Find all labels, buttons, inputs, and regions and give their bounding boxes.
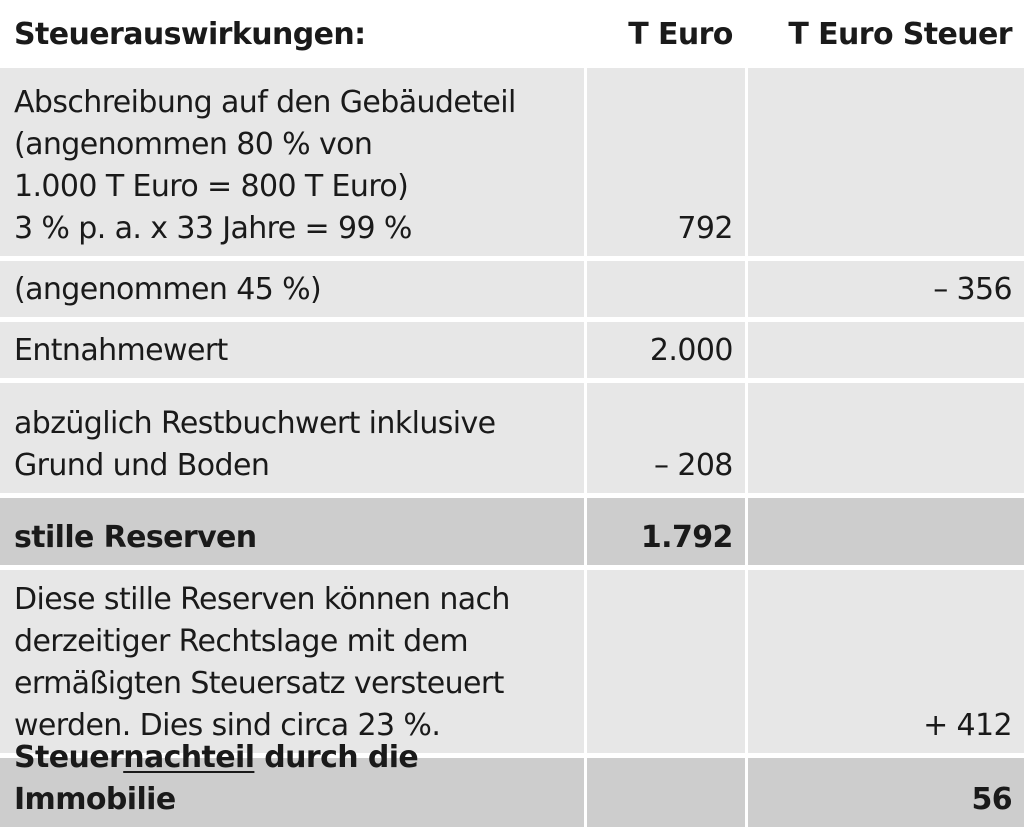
header-cell-title bbox=[0, 0, 584, 64]
row-teuro-value: 2.000 bbox=[649, 333, 733, 368]
row-steuer-cell bbox=[748, 383, 1024, 493]
row-label: Entnahmewert bbox=[14, 333, 228, 368]
total-teuro-cell bbox=[587, 758, 745, 827]
row-label: abzüglich Restbuchwert inklusive Grund und Boden bbox=[14, 406, 496, 483]
header-teuro: T Euro bbox=[628, 17, 733, 52]
total-label-suffix: durch die Immobilie bbox=[14, 740, 419, 817]
table-row bbox=[0, 570, 1024, 753]
row-teuro-cell bbox=[587, 498, 745, 565]
row-label-cell bbox=[0, 498, 584, 565]
row-label-cell bbox=[0, 322, 584, 378]
row-label-cell bbox=[0, 383, 584, 493]
row-label: Diese stille Reserven können nach derzeitiger Rechtslage mit dem ermäßigten Steuersatz versteuert werden. Dies sind circa 23 %. bbox=[14, 582, 510, 743]
row-label-cell bbox=[0, 68, 584, 256]
header-cell-teuro bbox=[587, 0, 745, 64]
row-teuro-cell bbox=[587, 570, 745, 753]
total-label-prefix: Steuer bbox=[14, 740, 124, 775]
row-steuer-value: – 356 bbox=[933, 272, 1012, 307]
table-row-subtotal bbox=[0, 498, 1024, 565]
row-teuro-cell bbox=[587, 383, 745, 493]
row-teuro-value: 792 bbox=[677, 211, 733, 246]
total-label-cell bbox=[0, 740, 584, 827]
table-row bbox=[0, 383, 1024, 493]
row-teuro-value: 1.792 bbox=[640, 520, 733, 555]
header-title: Steuerauswirkungen: bbox=[14, 17, 366, 52]
table-row bbox=[0, 261, 1024, 317]
row-steuer-cell bbox=[748, 322, 1024, 378]
total-label-underlined: nachteil bbox=[123, 740, 255, 775]
table-row bbox=[0, 68, 1024, 256]
table-row-total bbox=[0, 740, 1024, 827]
row-teuro-value: – 208 bbox=[654, 448, 733, 483]
total-steuer-cell bbox=[748, 758, 1024, 827]
row-teuro-cell bbox=[587, 68, 745, 256]
row-label: stille Reserven bbox=[14, 520, 257, 555]
row-label-cell bbox=[0, 261, 584, 317]
row-teuro-cell bbox=[587, 261, 745, 317]
row-teuro-cell bbox=[587, 322, 745, 378]
row-steuer-cell bbox=[748, 498, 1024, 565]
row-label-cell bbox=[0, 570, 584, 753]
header-steuer: T Euro Steuer bbox=[788, 17, 1012, 52]
table-row bbox=[0, 322, 1024, 378]
table-header bbox=[0, 0, 1024, 64]
row-steuer-cell bbox=[748, 68, 1024, 256]
row-label: (angenommen 45 %) bbox=[14, 272, 322, 307]
row-steuer-value: + 412 bbox=[923, 708, 1012, 743]
row-label: Abschreibung auf den Gebäudeteil (angenommen 80 % von 1.000 T Euro = 800 T Euro) 3 % p. a. x 33 Jahre = 99 % bbox=[14, 85, 516, 246]
header-cell-steuer bbox=[748, 0, 1024, 64]
total-label bbox=[14, 737, 584, 821]
total-steuer-value: 56 bbox=[971, 782, 1012, 817]
row-steuer-cell bbox=[748, 261, 1024, 317]
row-steuer-cell bbox=[748, 570, 1024, 753]
